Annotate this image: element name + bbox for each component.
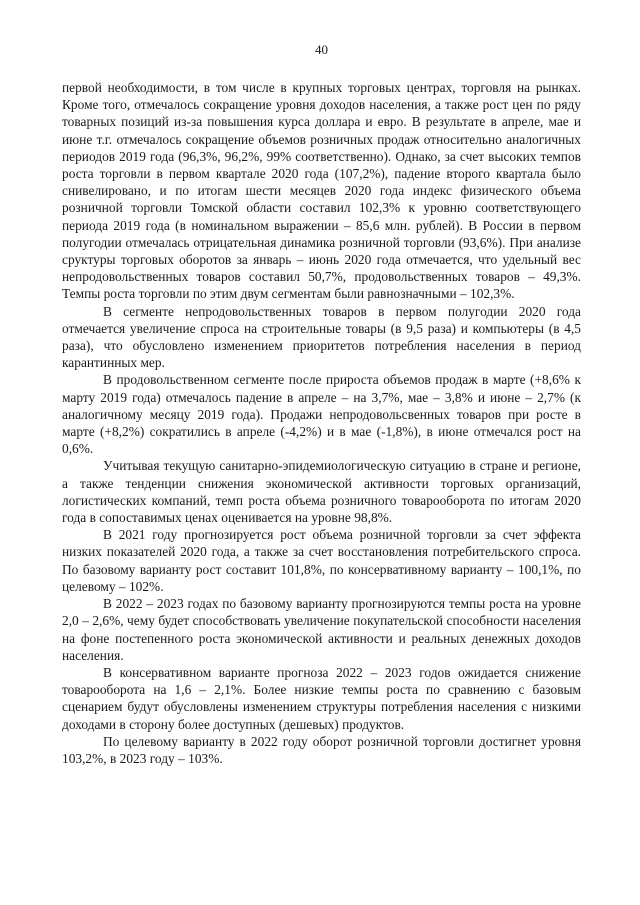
document-body (62, 79, 581, 767)
paragraph: В 2021 году прогнозируется рост объема розничной торговли за счет эффекта низких показателей 2020 года, а также за счет восстановления потребительского спроса. По базовому варианту рост составит 101,8%, по консервативному варианту – 100,1%, по целевому – 102%. (62, 527, 581, 594)
paragraph: По целевому варианту в 2022 году оборот розничной торговли достигнет уровня 103,2%, в 2023 году – 103%. (62, 733, 581, 766)
paragraph: В сегменте непродовольственных товаров в первом полугодии 2020 года отмечается увеличение спроса на строительные товары (в 9,5 раза) и компьютеры (в 4,5 раза), что обусловлено изменением приоритетов потребления населения в период карантинных мер. (62, 303, 581, 371)
page-number: 40 (315, 42, 328, 57)
paragraph: В продовольственном сегменте после прироста объемов продаж в марте (+8,6% к марту 2019 года) отмечалось падение в апреле – на 3,7%, мае – 3,8% и июне – 2,7% (к аналогичному месяцу 2019 года). Продажи непродовольсвенных товаров при росте в марте (+8,2%) сократились в апреле (-4,2%) и в мае (-1,8%), в июне отмечался рост на 0,6%. (62, 372, 581, 457)
paragraph: В 2022 – 2023 годах по базовому варианту прогнозируются темпы роста на уровне 2,0 – 2,6%, чему будет способствовать увеличение покупательской способности населения на фоне постепенного роста экономической активности и реальных денежных доходов населения. (62, 596, 581, 663)
paragraph: Учитывая текущую санитарно-эпидемиологическую ситуацию в стране и регионе, а также тенденции снижения экономической активности торговых организаций, логистических компаний, темп роста объема розничного товарооборота по итогам 2020 года в сопоставимых ценах оценивается на уровне 98,8%. (62, 458, 581, 526)
paragraph: В консервативном варианте прогноза 2022 – 2023 годов ожидается снижение товарооборота на 1,6 – 2,1%. Более низкие темпы роста по сравнению с базовым сценарием будут обусловлены изменением структуры потребления населения с низкими доходами в сторону более доступных (дешевых) продуктов. (62, 664, 581, 732)
paragraph-continued: первой необходимости, в том числе в крупных торговых центрах, торговля на рынках. Кроме того, отмечалось сокращение уровня доходов населения, а также рост цен по ряду товарных позиций из-за повышения курса доллара и евро. В результате в апреле, мае и июне т.г. отмечалось сокращение объемов розничных продаж относительно аналогичных периодов 2019 года (96,3%, 96,2%, 99% соответственно). Однако, за счет высоких темпов роста торговли в первом квартале 2020 года (107,2%), падение второго квартала было снивелировано, и по итогам шести месяцев 2020 года индекс физического объема розничной торговли Томской области составил 102,3% к уровню соответствующего периода 2019 года (в номинальном выражении – 85,6 млн. рублей). В России в первом полугодии отмечалась отрицательная динамика розничной торговли (93,6%). При анализе сруктуры торговых оборотов за январь – июнь 2020 года отмечается, что удельный вес непродовольственных товаров составил 50,7%, продовольственных товаров – 49,3%. Темпы роста торговли по этим двум сегментам были равнозначными – 102,3%. (62, 80, 581, 302)
